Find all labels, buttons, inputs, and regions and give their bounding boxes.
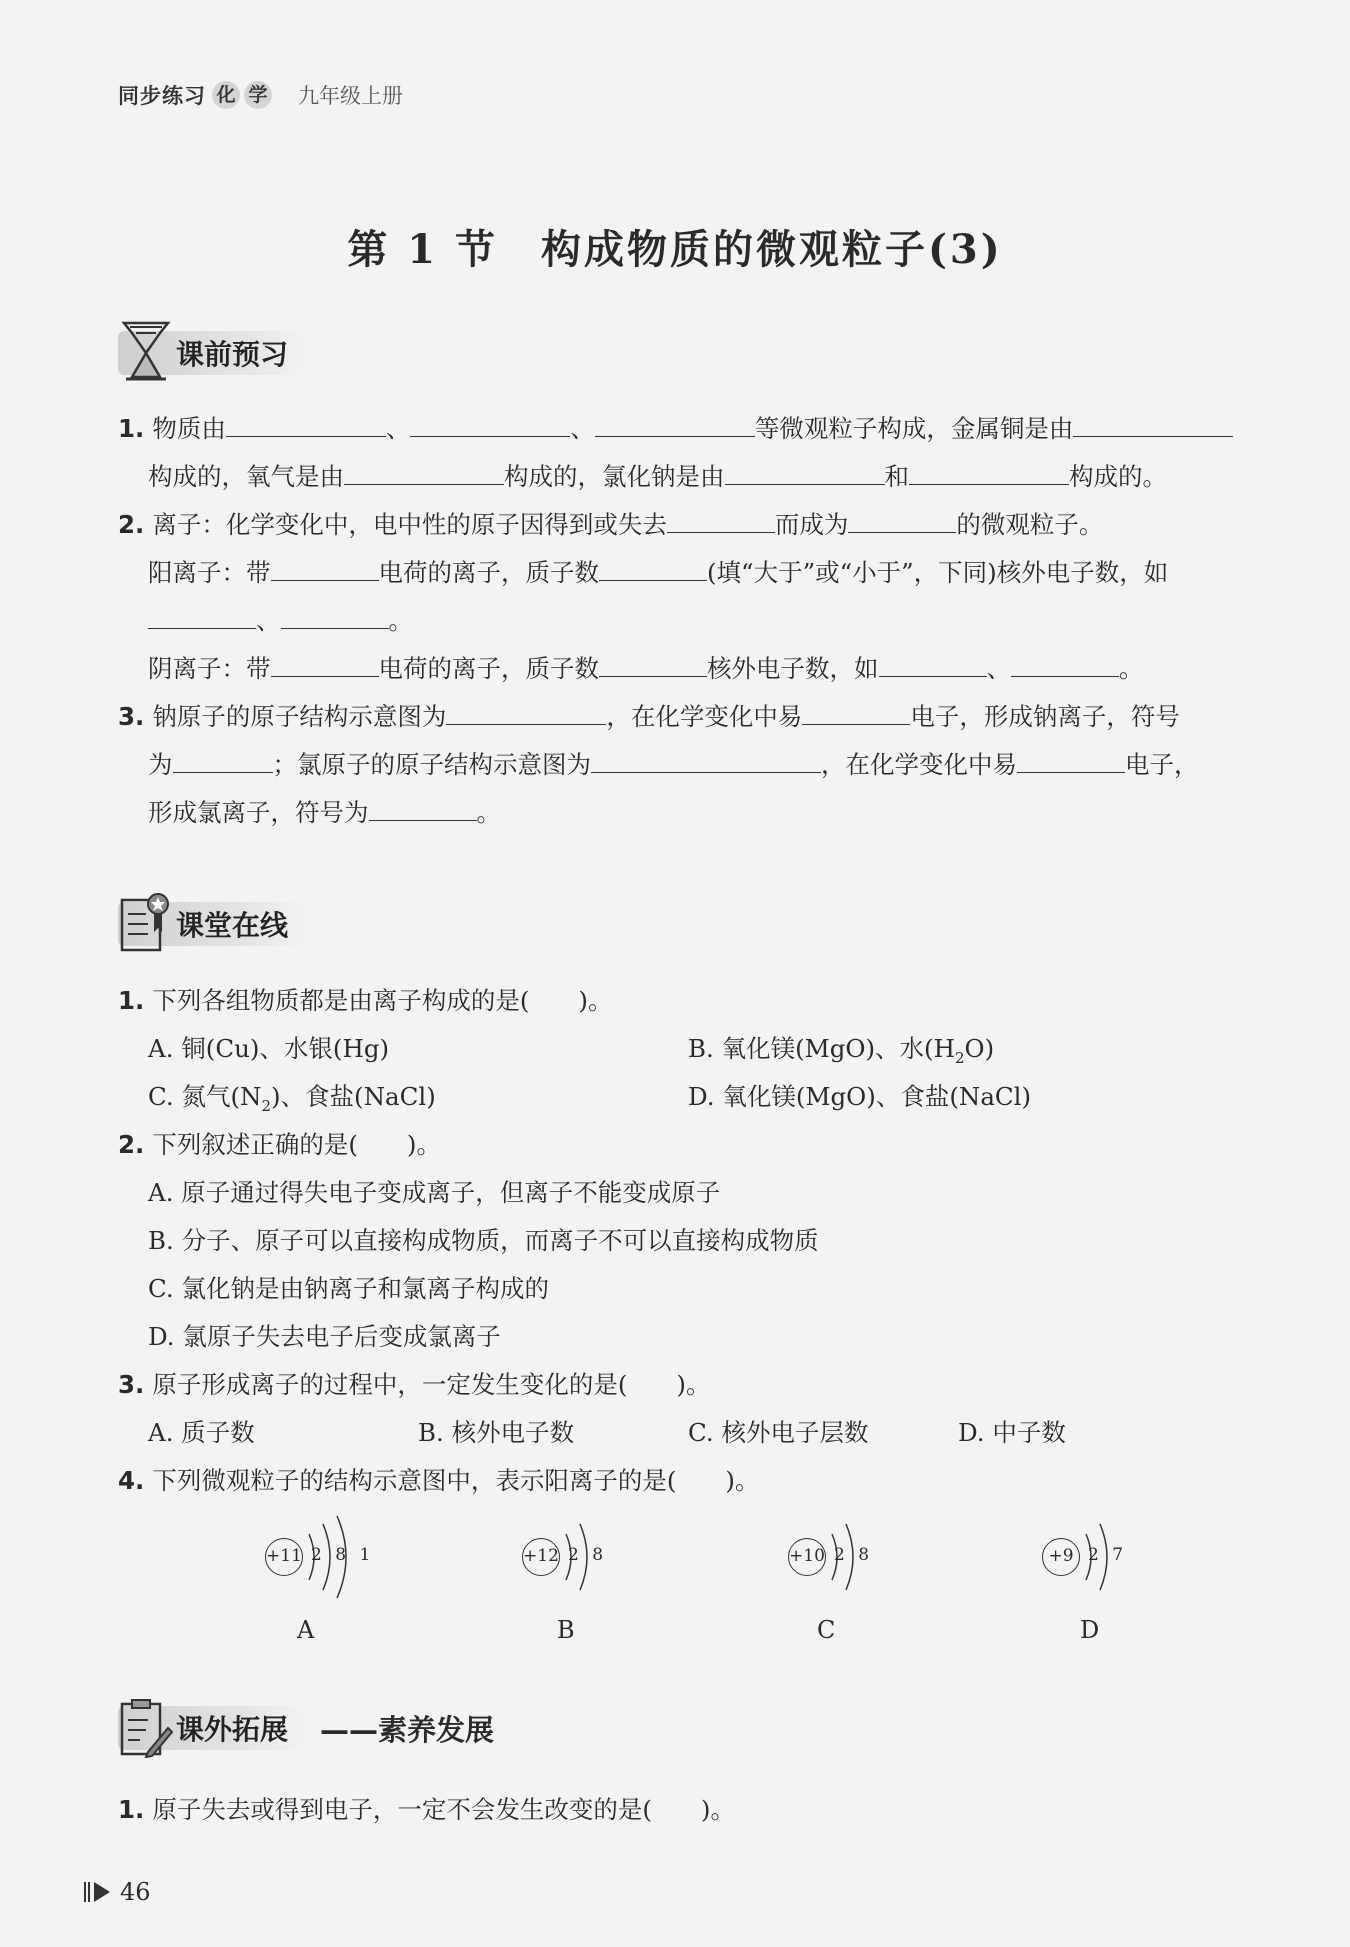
answer-blank[interactable]: [595, 412, 755, 437]
class-q2-option-d[interactable]: D. 氯原子失去电子后变成氯离子: [148, 1322, 501, 1351]
section-title: 课堂在线: [176, 909, 289, 942]
class-q3-option-d[interactable]: D. 中子数: [958, 1418, 1066, 1447]
class-q3-option-a[interactable]: A. 质子数: [148, 1418, 255, 1447]
extension-q1-stem: 1. 原子失去或得到电子，一定不会发生改变的是( )。: [118, 1795, 735, 1824]
electron-counts: 2 7: [1088, 1545, 1128, 1565]
class-q3-option-b[interactable]: B. 核外电子数: [418, 1418, 575, 1447]
class-q2-option-c[interactable]: C. 氯化钠是由钠离子和氯离子构成的: [148, 1274, 549, 1303]
section-title: 课外拓展: [176, 1713, 289, 1746]
answer-blank[interactable]: [725, 460, 885, 485]
answer-blank[interactable]: [226, 412, 386, 437]
class-q2-option-a[interactable]: A. 原子通过得失电子变成离子，但离子不能变成原子: [148, 1178, 721, 1207]
preview-q3-line3: 形成氯离子，符号为 。: [148, 798, 501, 827]
atom-diagram-c[interactable]: [788, 1512, 908, 1592]
answer-blank[interactable]: [591, 748, 821, 773]
answer-blank[interactable]: [599, 652, 707, 677]
answer-blank[interactable]: [1073, 412, 1233, 437]
grade-label: 九年级上册: [298, 84, 403, 108]
section-extension: [118, 1706, 494, 1750]
atom-diagram-a[interactable]: [265, 1512, 385, 1592]
class-q4-stem: 4. 下列微观粒子的结构示意图中，表示阳离子的是( )。: [118, 1466, 760, 1495]
preview-q2-line3: 、 。: [148, 604, 413, 637]
answer-blank[interactable]: [173, 748, 273, 773]
diagram-label: B: [557, 1616, 575, 1644]
class-q1-option-d[interactable]: D. 氧化镁(MgO)、食盐(NaCl): [688, 1082, 1032, 1111]
section-title: 课前预习: [176, 338, 289, 371]
class-q3-option-c[interactable]: C. 核外电子层数: [688, 1418, 869, 1447]
diagram-label: D: [1080, 1616, 1100, 1644]
answer-blank[interactable]: [148, 604, 256, 629]
answer-blank[interactable]: [446, 700, 606, 725]
class-q2-stem: 2. 下列叙述正确的是( )。: [118, 1130, 441, 1159]
class-q3-stem: 3. 原子形成离子的过程中，一定发生变化的是( )。: [118, 1370, 711, 1399]
class-q1-option-a[interactable]: A. 铜(Cu)、水银(Hg): [148, 1034, 390, 1063]
page-number: 46: [120, 1878, 151, 1906]
answer-blank[interactable]: [369, 796, 477, 821]
subject-badge: [212, 81, 276, 109]
series-name: 同步练习: [118, 84, 206, 108]
answer-blank[interactable]: [802, 700, 910, 725]
preview-q1-line1: 1. 物质由 、 、 等微观粒子构成，金属铜是由: [118, 412, 1233, 445]
preview-q3-line2: 为 ；氯原子的原子结构示意图为 ，在化学变化中易 电子，: [148, 750, 1199, 779]
answer-blank[interactable]: [599, 556, 707, 581]
answer-blank[interactable]: [909, 460, 1069, 485]
nucleus: +10: [788, 1538, 826, 1576]
hourglass-icon: [118, 319, 174, 383]
class-q1-option-c[interactable]: C. 氮气$(N_2)$、食盐(NaCl): [148, 1082, 436, 1115]
class-q1-stem: 1. 下列各组物质都是由离子构成的是( )。: [118, 986, 613, 1015]
atom-diagram-d[interactable]: [1042, 1512, 1162, 1592]
nucleus: +12: [522, 1538, 560, 1576]
answer-blank[interactable]: [271, 652, 379, 677]
nucleus: +9: [1042, 1538, 1080, 1576]
answer-blank[interactable]: [410, 412, 570, 437]
answer-blank[interactable]: [344, 460, 504, 485]
preview-q2-line1: 2. 离子：化学变化中，电中性的原子因得到或失去 而成为 的微观粒子。: [118, 510, 1104, 539]
page-marker-icon: [84, 1882, 90, 1902]
play-arrow-icon: [94, 1882, 110, 1902]
clipboard-pencil-icon: [118, 1694, 174, 1758]
electron-counts: 2 8: [568, 1545, 608, 1565]
notebook-star-icon: [118, 890, 174, 954]
section-class: [118, 902, 308, 946]
preview-q1-line2: 构成的，氧气是由 构成的，氯化钠是由 和 构成的。: [148, 462, 1167, 491]
answer-blank[interactable]: [879, 652, 987, 677]
subject-char: 学: [244, 81, 272, 109]
page-footer: [84, 1878, 151, 1906]
electron-counts: 2 8: [834, 1545, 874, 1565]
answer-blank[interactable]: [271, 556, 379, 581]
section-subtitle: ——素养发展: [320, 1712, 495, 1747]
page-header: [118, 80, 403, 110]
preview-q2-line4: 阴离子：带 电荷的离子，质子数 核外电子数，如 、 。: [148, 654, 1144, 683]
preview-q3-line1: 3. 钠原子的原子结构示意图为 ，在化学变化中易 电子，形成钠离子，符号: [118, 702, 1180, 731]
diagram-label: C: [817, 1616, 836, 1644]
answer-blank[interactable]: [848, 508, 956, 533]
section-preview: [118, 331, 308, 375]
diagram-label: A: [297, 1616, 315, 1644]
answer-blank[interactable]: [1017, 748, 1125, 773]
class-q2-option-b[interactable]: B. 分子、原子可以直接构成物质，而离子不可以直接构成物质: [148, 1226, 819, 1255]
atom-diagram-b[interactable]: [522, 1512, 642, 1592]
answer-blank[interactable]: [281, 604, 389, 629]
answer-blank[interactable]: [1011, 652, 1119, 677]
electron-counts: 2 8 1: [311, 1545, 375, 1565]
nucleus: +11: [265, 1538, 303, 1576]
preview-q2-line2: 阳离子：带 电荷的离子，质子数 (填“大于”或“小于”，下同)核外电子数，如: [148, 558, 1169, 587]
answer-blank[interactable]: [667, 508, 775, 533]
page-title: 第 1 节 构成物质的微观粒子(3): [347, 226, 1003, 273]
subject-char: 化: [212, 81, 240, 109]
class-q1-option-b[interactable]: B. 氧化镁(MgO)、水$(H_2O)$: [688, 1034, 995, 1067]
